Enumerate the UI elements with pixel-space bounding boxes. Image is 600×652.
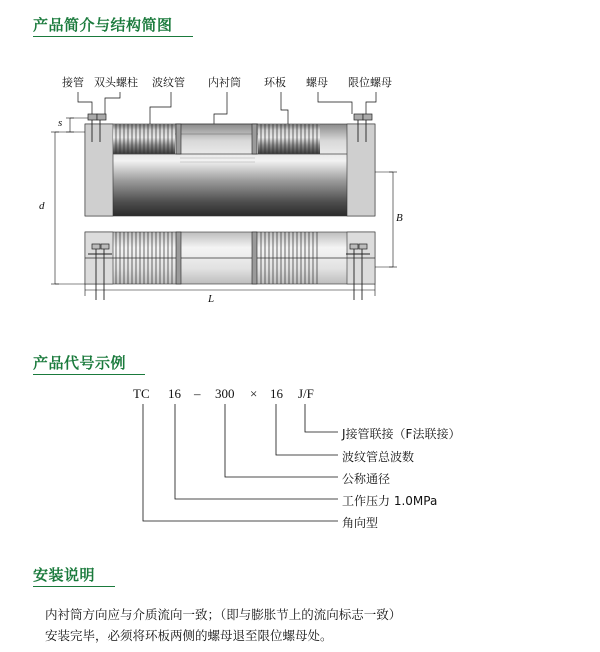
- code-token-connection: J/F: [298, 386, 314, 401]
- dimension-label-s: s: [58, 117, 63, 129]
- diagram-label-inner-liner: 内衬筒: [208, 76, 241, 89]
- code-token-wave-count: 16: [270, 386, 283, 401]
- code-token-times: ×: [250, 386, 258, 401]
- structure-diagram: [0, 62, 600, 305]
- install-note-line-2: 安装完毕，必须将环板两侧的螺母退至限位螺母处。: [45, 628, 333, 643]
- code-token-tc: TC: [133, 386, 150, 401]
- code-desc-nominal-diameter: 公称通径: [342, 472, 391, 486]
- diagram-label-nut: 螺母: [306, 76, 328, 89]
- diagram-label-limit-nut: 限位螺母: [348, 76, 392, 89]
- install-note-line-1: 内衬筒方向应与介质流向一致；（即与膨胀节上的流向标志一致）: [45, 607, 402, 622]
- section-title-code-example: 产品代号示例: [33, 355, 127, 372]
- code-desc-wave-count: 波纹管总波数: [342, 450, 415, 464]
- diagram-label-connector-pipe: 接管: [62, 76, 84, 89]
- code-token-diameter: 300: [215, 386, 235, 401]
- code-token-dash: –: [194, 386, 201, 401]
- code-desc-type: 角向型: [342, 516, 379, 530]
- section-rule-1: [33, 36, 193, 37]
- product-code-example: [0, 378, 600, 538]
- section-title-install: 安装说明: [33, 567, 96, 584]
- section-rule-3: [33, 586, 115, 587]
- dimension-label-B: B: [396, 212, 403, 224]
- dimension-label-d: d: [39, 200, 45, 212]
- code-desc-working-pressure: 工作压力 1.0MPa: [342, 494, 438, 508]
- diagram-label-ring-plate: 环板: [264, 76, 286, 89]
- code-leader-lines: [0, 378, 600, 538]
- dimension-label-L: L: [208, 293, 215, 305]
- code-token-pressure: 16: [168, 386, 181, 401]
- diagram-label-bellows: 波纹管: [152, 76, 185, 89]
- section-rule-2: [33, 374, 145, 375]
- structure-diagram-svg: [0, 62, 600, 302]
- section-title-product-intro: 产品简介与结构简图: [33, 17, 173, 34]
- diagram-label-double-head-stud: 双头螺柱: [94, 76, 138, 89]
- code-desc-connection: J接管联接（F法联接）: [342, 427, 461, 441]
